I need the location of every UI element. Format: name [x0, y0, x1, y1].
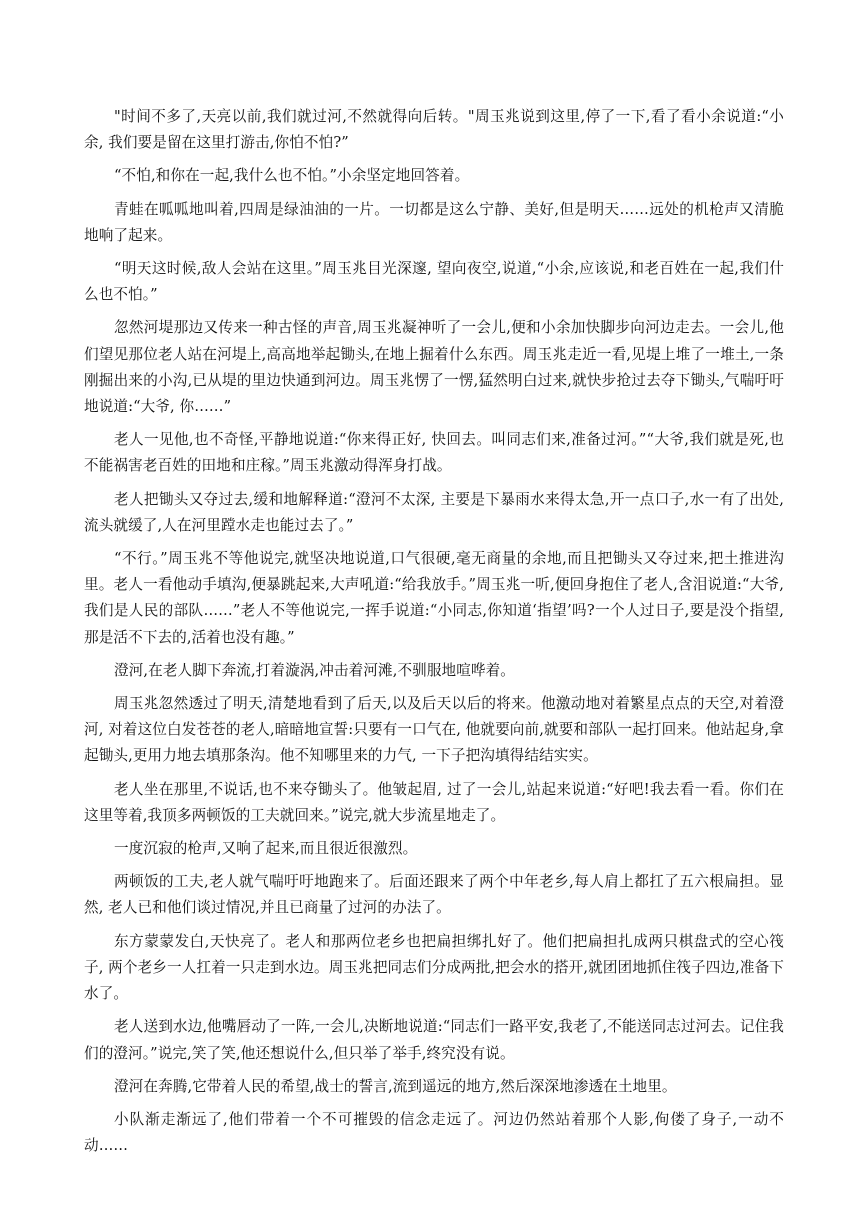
paragraph-17: 小队渐走渐远了,他们带着一个不可摧毁的信念走远了。河边仍然站着那个人影,佝偻了身子,一动不动……	[84, 1110, 784, 1155]
paragraph-2: “不怕,和你在一起,我什么也不怕。”小余坚定地回答着。	[114, 167, 470, 185]
paragraph-3: 青蛙在呱呱地叫着,四周是绿油油的一片。一切都是这么宁静、美好,但是明天……远处的机枪声又清脆地响了起来。	[84, 200, 784, 244]
paragraph-16: 澄河在奔腾,它带着人民的希望,战士的誓言,流到遥远的地方,然后深深地渗透在土地里。	[114, 1077, 677, 1095]
document-body	[84, 104, 784, 1166]
paragraph-5: 忽然河堤那边又传来一种古怪的声音,周玉兆凝神听了一会儿,便和小余加快脚步向河边走去。一会儿,他们望见那位老人站在河堤上,高高地举起锄头,在地上掘着什么东西。周玉兆走近一看,见堤上堆了一堆土,一条刚掘出来的小沟,已从堤的里边快通到河边。周玉兆愣了一愣,猛然明白过来,就快步抢过去夺下锄头,气喘吁吁地说道:“大爷, 你……”	[84, 319, 784, 416]
paragraph-7: 老人把锄头又夺过去,缓和地解释道:“澄河不太深, 主要是下暴雨水来得太急,开一点口子,水一有了出处,流头就缓了,人在河里蹚水走也能过去了。”	[84, 490, 784, 534]
paragraph-9: 澄河,在老人脚下奔流,打着漩涡,冲击着河滩,不驯服地喧哗着。	[114, 661, 515, 679]
paragraph-13: 两顿饭的工夫,老人就气喘吁吁地跑来了。后面还跟来了两个中年老乡,每人肩上都扛了五六根扁担。显然, 老人已和他们谈过情况,并且已商量了过河的办法了。	[84, 873, 784, 917]
paragraph-1: "时间不多了,天亮以前,我们就过河,不然就得向后转。"周玉兆说到这里,停了一下,看了看小余说道:“小余, 我们要是留在这里打游击,你怕不怕?”	[84, 108, 784, 152]
paragraph-11: 老人坐在那里,不说话,也不来夺锄头了。他皱起眉, 过了一会儿,站起来说道:“好吧!我去看一看。你们在这里等着,我顶多两顿饭的工夫就回来。”说完,就大步流星地走了。	[84, 780, 784, 824]
paragraph-14: 东方蒙蒙发白,天快亮了。老人和那两位老乡也把扁担绑扎好了。他们把扁担扎成两只棋盘式的空心筏子, 两个老乡一人扛着一只走到水边。周玉兆把同志们分成两批,把会水的搭开,就团团地抓住筏子四边,准备下水了。	[84, 932, 784, 1003]
paragraph-6: 老人一见他,也不奇怪,平静地说道:“你来得正好, 快回去。叫同志们来,准备过河。”“大爷,我们就是死,也不能祸害老百姓的田地和庄稼。”周玉兆激动得浑身打战。	[84, 431, 784, 475]
paragraph-12: 一度沉寂的枪声,又响了起来,而且很近很激烈。	[114, 840, 418, 858]
paragraph-4: “明天这时候,敌人会站在这里。”周玉兆目光深邃, 望向夜空,说道,“小余,应该说,和老百姓在一起,我们什么也不怕。”	[84, 260, 784, 304]
paragraph-10: 周玉兆忽然透过了明天,清楚地看到了后天,以及后天以后的将来。他激动地对着繁星点点的天空,对着澄河, 对着这位白发苍苍的老人,暗暗地宣誓:只要有一口气在, 他就要向前,就要和部队一起打回来。他站起身,拿起锄头,更用力地去填那条沟。他不知哪里来的力气, 一下子把沟填得结结实实。	[84, 695, 784, 765]
paragraph-8: “不行。”周玉兆不等他说完,就坚决地说道,口气很硬,毫无商量的余地,而且把锄头又夺过来,把土推进沟里。老人一看他动手填沟,便暴跳起来,大声吼道:“给我放手。”周玉兆一听,便回身抱住了老人,含泪说道:“大爷, 我们是人民的部队……”老人不等他说完,一挥手说道:“小同志,你知道‘指望’吗?一个人过日子,要是没个指望,那是活不下去的,活着也没有趣。”	[84, 550, 784, 646]
paragraph-15: 老人送到水边,他嘴唇动了一阵,一会儿,决断地说道:“同志们一路平安,我老了,不能送同志过河去。记住我们的澄河。”说完,笑了笑,他还想说什么,但只举了举手,终究没有说。	[84, 1018, 784, 1062]
